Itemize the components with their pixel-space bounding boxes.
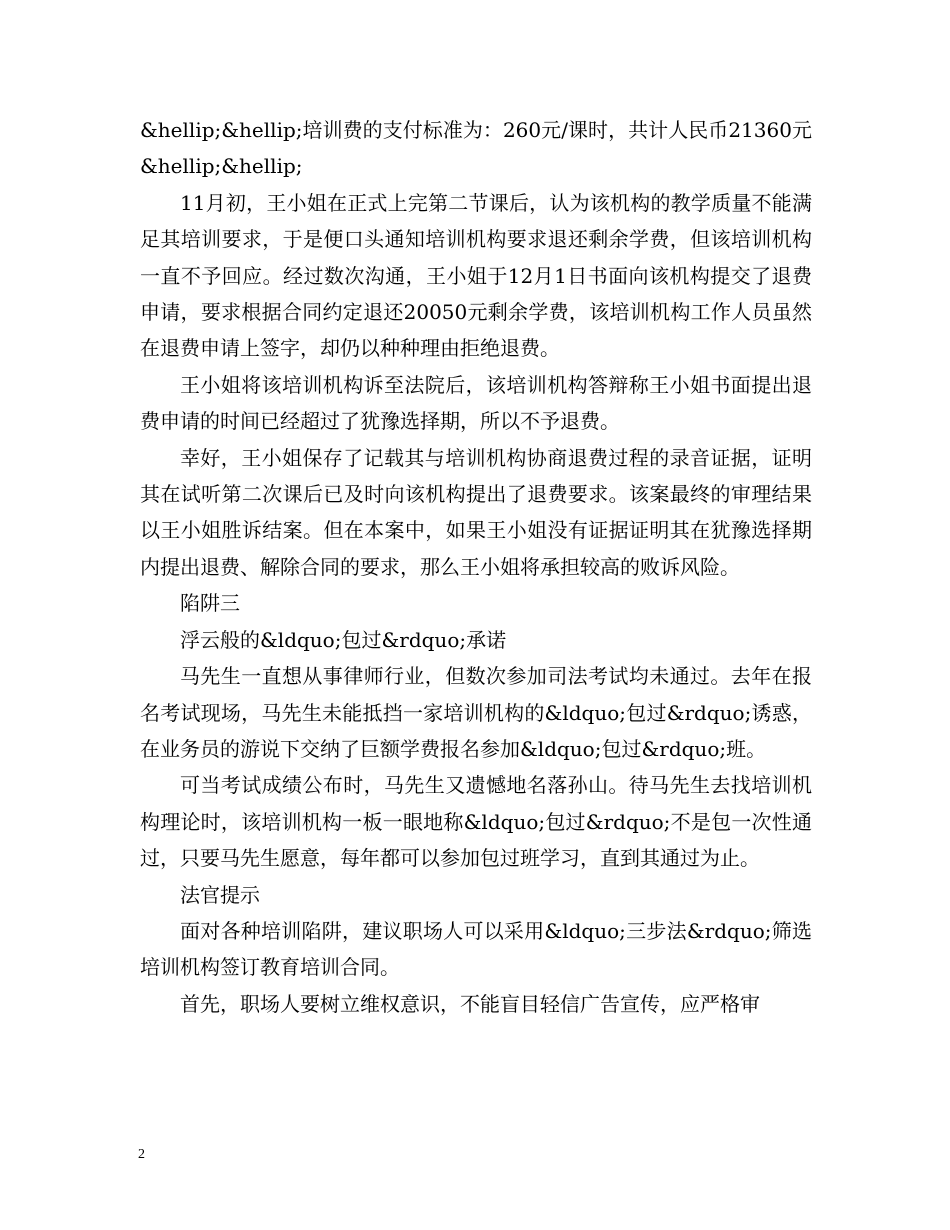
paragraph: 幸好，王小姐保存了记载其与培训机构协商退费过程的录音证据，证明其在试听第二次课后已及时向该机构提出了退费要求。该案最终的审理结果以王小姐胜诉结案。但在本案中，如果王小姐没有证据证明其在犹豫选择期内提出退费、解除合同的要求，那么王小姐将承担较高的败诉风险。 bbox=[140, 445, 812, 579]
page-number: 2 bbox=[138, 1147, 145, 1162]
section-heading: 陷阱三 bbox=[180, 591, 240, 616]
section-subheading: 浮云般的&ldquo;包过&rdquo;承诺 bbox=[180, 627, 507, 652]
paragraph: 可当考试成绩公布时，马先生又遗憾地名落孙山。待马先生去找培训机构理论时，该培训机构一板一眼地称&ldquo;包过&rdquo;不是包一次性通过，只要马先生愿意，每年都可以参加包过班学习，直到其通过为止。 bbox=[140, 773, 812, 871]
paragraph: 11月初，王小姐在正式上完第二节课后，认为该机构的教学质量不能满足其培训要求，于是便口头通知培训机构要求退还剩余学费，但该培训机构一直不予回应。经过数次沟通，王小姐于12月1日书面向该机构提交了退费申请，要求根据合同约定退还20050元剩余学费，该培训机构工作人员虽然在退费申请上签字，却仍以种种理由拒绝退费。 bbox=[140, 190, 812, 361]
paragraph: 首先，职场人要树立维权意识，不能盲目轻信广告宣传，应严格审 bbox=[180, 991, 760, 1016]
document-body bbox=[140, 112, 812, 1022]
paragraph: 王小姐将该培训机构诉至法院后，该培训机构答辩称王小姐书面提出退费申请的时间已经超过了犹豫选择期，所以不予退费。 bbox=[140, 372, 812, 434]
paragraph: 面对各种培训陷阱，建议职场人可以采用&ldquo;三步法&rdquo;筛选培训机构签订教育培训合同。 bbox=[140, 918, 812, 980]
section-heading: 法官提示 bbox=[180, 882, 260, 907]
paragraph: &hellip;&hellip;培训费的支付标准为：260元/课时，共计人民币21360元&hellip;&hellip; bbox=[140, 118, 812, 179]
paragraph: 马先生一直想从事律师行业，但数次参加司法考试均未通过。去年在报名考试现场，马先生未能抵挡一家培训机构的&ldquo;包过&rdquo;诱惑，在业务员的游说下交纳了巨额学费报名参加&ldquo;包过&rdquo;班。 bbox=[140, 664, 812, 761]
